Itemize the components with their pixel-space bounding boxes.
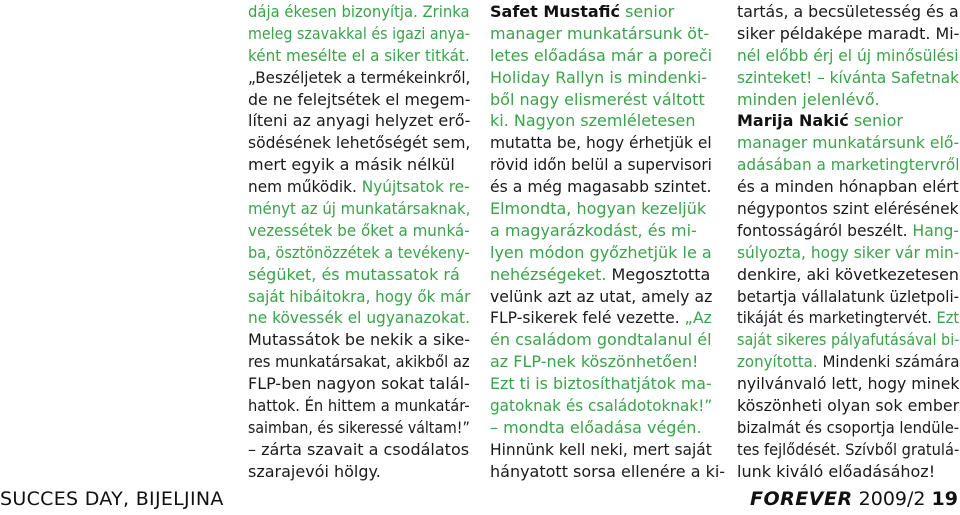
text-segment: „Beszéljetek a termékeinkről,	[248, 67, 471, 87]
text-segment: Mindenki számára	[822, 352, 960, 372]
text-line	[737, 329, 960, 351]
text-segment: bizalmát és csoportja lendüle-	[737, 417, 960, 437]
text-line	[248, 373, 470, 395]
text-segment: lunk kiváló előadásához!	[737, 461, 936, 481]
text-line	[490, 220, 712, 242]
text-segment: de ne felejtsétek el megem-	[248, 89, 471, 109]
text-line	[490, 198, 712, 220]
text-line	[248, 351, 470, 373]
text-line	[737, 461, 959, 483]
text-line	[248, 1, 470, 23]
text-segment: zonyította.	[737, 352, 823, 372]
text-line	[737, 264, 957, 286]
text-line	[737, 198, 959, 220]
text-segment: Nyújtsatok re-	[361, 177, 470, 197]
text-segment: hányatott sorsa ellenére a ki-	[490, 461, 726, 481]
text-line	[490, 242, 712, 264]
text-segment: az FLP-nek köszönhetően!	[490, 352, 699, 372]
text-segment: Mutassátok be nekik a sike-	[248, 330, 471, 350]
text-segment: minden jelenlévő.	[737, 89, 880, 109]
text-segment: adásában a marketingtervről	[737, 155, 960, 175]
text-line	[248, 417, 470, 439]
text-line	[248, 329, 470, 351]
text-segment: letes előadása már a poreči	[490, 45, 713, 65]
text-line	[248, 45, 470, 67]
text-line	[248, 89, 471, 111]
text-line	[490, 417, 712, 439]
text-segment: velünk azt az utat, amely az	[490, 286, 713, 306]
text-line	[490, 264, 712, 286]
text-segment: mutatta be, hogy érhetjük el	[490, 133, 712, 153]
text-segment: res munkatársakat, akikből az	[248, 352, 470, 372]
text-line	[248, 395, 470, 417]
text-line	[490, 1, 712, 23]
text-line	[490, 439, 712, 461]
text-segment: Holiday Rallyn is mindenki-	[490, 67, 708, 87]
text-segment: Megosztotta	[611, 264, 711, 284]
text-segment: Elmondta, hogyan kezeljük	[490, 199, 707, 219]
text-line	[737, 89, 959, 111]
text-segment: ként mesélte el a siker titkát.	[248, 45, 470, 65]
text-segment: ségüket, és mutassatok rá	[248, 264, 460, 284]
text-line	[737, 1, 959, 23]
text-line	[248, 439, 470, 461]
text-line	[490, 89, 712, 111]
text-segment: FLP-ben nagyon sokat talál-	[248, 374, 470, 394]
text-segment: „Az	[684, 308, 712, 328]
text-segment: nél előbb érj el új minősülési	[737, 45, 959, 65]
text-line	[490, 154, 712, 176]
text-line	[737, 307, 960, 329]
text-segment: lyen módon győzhetjük le a	[490, 242, 712, 262]
text-line	[737, 45, 959, 67]
text-line	[737, 110, 959, 132]
text-segment: Ezt	[936, 308, 960, 328]
text-segment: – zárta szavait a csodálatos	[248, 439, 470, 459]
text-segment: saimban, és sikeressé váltam!”	[248, 417, 470, 437]
text-segment: södésének lehetőségét sem,	[248, 133, 471, 153]
text-segment: fontosságáról beszélt.	[737, 220, 913, 240]
text-line	[737, 286, 960, 308]
text-segment: rövid időn belül a supervisori	[490, 155, 712, 175]
text-line	[490, 395, 713, 417]
text-line	[737, 242, 960, 264]
person-name: Safet Mustafić	[490, 2, 620, 21]
text-segment: szinteket! – kívánta Safetnak	[737, 67, 960, 87]
text-line	[248, 176, 470, 198]
text-segment: nehézségeket.	[490, 264, 612, 284]
text-line	[248, 307, 470, 329]
text-segment: mert egyik a másik nélkül	[248, 155, 455, 175]
text-line	[737, 176, 959, 198]
text-segment: vezessétek be őket a munká-	[248, 220, 470, 240]
text-line	[248, 286, 471, 308]
text-segment: Hang-	[912, 220, 959, 240]
page-footer	[750, 488, 958, 510]
text-segment: betartja vállalatunk üzletpoli-	[737, 286, 960, 306]
text-line	[737, 395, 960, 417]
text-segment: szarajevói hölgy.	[248, 461, 381, 481]
text-segment: dája ékesen bizonyítja. Zrinka	[248, 2, 470, 21]
article-column-3	[737, 1, 959, 483]
text-segment: és a minden hónapban elért	[737, 177, 959, 197]
text-segment: én családom gondtalanul él	[490, 330, 712, 350]
text-segment: nyilvánvaló lett, hogy minek	[737, 374, 960, 394]
text-line	[737, 417, 960, 439]
section-caption: SUCCES DAY, BIJELJINA	[0, 488, 224, 510]
text-line	[248, 461, 470, 483]
text-segment: saját hibáitokra, hogy ők már	[248, 286, 471, 306]
text-segment: ba, ösztönözzétek a tevékeny-	[248, 242, 470, 262]
text-line	[490, 110, 712, 132]
text-segment: gatoknak és családotoknak!”	[490, 396, 713, 416]
text-line	[490, 45, 712, 67]
text-segment: súlyozta, hogy siker vár min-	[737, 242, 960, 262]
text-line	[737, 67, 960, 89]
text-line	[248, 242, 470, 264]
person-name: Marija Nakić	[737, 111, 849, 131]
text-line	[737, 373, 960, 395]
text-segment: manager munkatársunk elő-	[737, 133, 960, 153]
text-line	[248, 154, 470, 176]
text-line	[490, 23, 712, 45]
text-line	[248, 67, 471, 89]
text-segment: tes fejlődését. Szívből gratulá-	[737, 439, 960, 459]
text-segment: senior	[848, 111, 903, 131]
text-segment: denkire, aki következetesen	[737, 264, 959, 284]
text-line	[737, 132, 960, 154]
text-line	[248, 264, 470, 286]
text-line	[490, 307, 712, 329]
text-line	[737, 439, 960, 461]
text-segment: manager munkatársunk öt-	[490, 23, 710, 43]
text-line	[737, 23, 958, 45]
text-line	[490, 373, 710, 395]
text-line	[248, 198, 471, 220]
text-segment: líteni az anyagi helyzet erő-	[248, 111, 471, 131]
text-line	[490, 461, 726, 483]
text-segment: Ezt ti is biztosíthatjátok ma-	[490, 374, 712, 394]
text-segment: – mondta előadása végén.	[490, 417, 702, 437]
text-line	[248, 23, 470, 45]
article-column-2	[490, 1, 726, 483]
text-line	[737, 220, 959, 242]
text-segment: köszönheti olyan sok ember	[737, 396, 960, 416]
text-segment: tartás, a becsületesség és a	[737, 2, 959, 21]
text-segment: ne kövessék el ugyanazokat.	[248, 308, 470, 328]
text-segment: hattok. Én hittem a munkatár-	[248, 396, 470, 416]
text-segment: saját sikeres pályafutásával bi-	[737, 330, 960, 350]
page-number: 19	[931, 488, 958, 510]
text-segment: a magyarázkodást, és mi-	[490, 220, 697, 240]
text-segment: és a még magasabb szintet.	[490, 177, 712, 197]
issue-number: 2009/2	[858, 488, 926, 510]
magazine-brand: FOREVER	[750, 488, 853, 510]
article-column-1	[248, 1, 470, 483]
text-line	[490, 286, 713, 308]
text-line	[490, 176, 712, 198]
text-segment: ki. Nagyon szemléletesen	[490, 111, 696, 131]
text-segment: tikáját és marketingtervét.	[737, 308, 937, 328]
text-line	[490, 67, 712, 89]
text-segment: meleg szavakkal és igazi anya-	[248, 23, 470, 43]
text-segment: senior	[619, 2, 675, 21]
text-segment: FLP-sikerek felé vezette.	[490, 308, 685, 328]
text-segment: siker példaképe maradt. Mi-	[737, 23, 960, 43]
text-line	[490, 329, 712, 351]
text-line	[737, 351, 960, 373]
text-segment: négypontos szint elérésének	[737, 199, 959, 219]
text-line	[248, 220, 470, 242]
text-line	[490, 351, 712, 373]
text-segment: ményt az új munkatársaknak,	[248, 199, 471, 219]
text-line	[490, 132, 712, 154]
text-segment: Hinnünk kell neki, mert saját	[490, 439, 712, 459]
text-segment: nem működik.	[248, 177, 362, 197]
text-line	[737, 154, 960, 176]
text-line	[248, 110, 470, 132]
text-line	[248, 132, 471, 154]
text-segment: ből nagy elismerést váltott	[490, 89, 705, 109]
